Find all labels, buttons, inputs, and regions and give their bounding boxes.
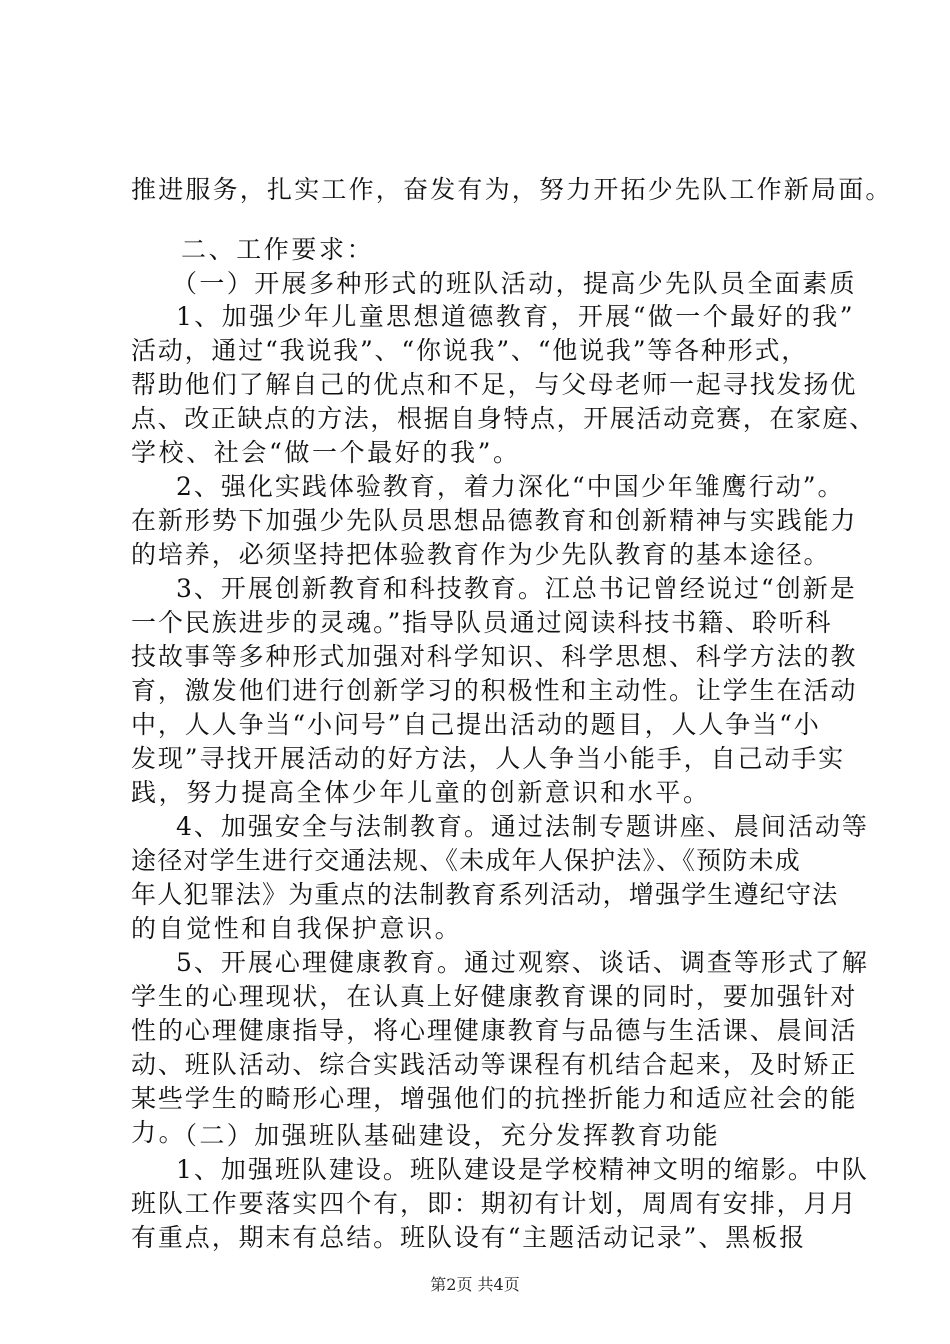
body-line: 的自觉性和自我保护意识。 — [131, 914, 463, 943]
subsection-heading: （二）加强班队基础建设，充分发挥教育功能 — [172, 1121, 721, 1150]
body-line: 有重点，期末有总结。班队设有“主题活动记录”、黑板报 — [131, 1223, 806, 1252]
body-line: 途径对学生进行交通法规、《未成年人保护法》、《预防未成 — [131, 846, 801, 875]
body-line: 在新形势下加强少先队员思想品德教育和创新精神与实践能力 — [131, 506, 858, 535]
body-line: 帮助他们了解自己的优点和不足，与父母老师一起寻找发扬优 — [131, 370, 858, 399]
body-line: 发现”寻找开展活动的好方法，人人争当小能手，自己动手实 — [131, 744, 846, 773]
body-line: 一个民族进步的灵魂。”指导队员通过阅读科技书籍、聆听科 — [131, 608, 833, 637]
body-line: 4、加强安全与法制教育。通过法制专题讲座、晨间活动等 — [176, 812, 869, 841]
body-line: 1、加强少年儿童思想道德教育，开展“做一个最好的我” — [176, 302, 855, 331]
body-line: 点、改正缺点的方法，根据自身特点，开展活动竞赛，在家庭、 — [131, 404, 876, 433]
body-line: 班队工作要落实四个有，即：期初有计划，周周有安排，月月 — [131, 1189, 858, 1218]
section-heading: 二、工作要求： — [181, 235, 375, 264]
body-line: 践，努力提高全体少年儿童的创新意识和水平。 — [131, 778, 711, 807]
body-line: 5、开展心理健康教育。通过观察、谈话、调查等形式了解 — [176, 948, 869, 977]
body-line: 的培养，必须坚持把体验教育作为少先队教育的基本途径。 — [131, 540, 831, 569]
body-line: 3、开展创新教育和科技教育。江总书记曾经说过“创新是 — [176, 574, 857, 603]
body-line: 育，激发他们进行创新学习的积极性和主动性。让学生在活动 — [131, 676, 858, 705]
body-line: 某些学生的畸形心理，增强他们的抗挫折能力和适应社会的能 — [131, 1084, 858, 1113]
body-line: 活动，通过“我说我”、“你说我”、“他说我”等各种形式， — [131, 336, 809, 365]
body-line: 推进服务，扎实工作，奋发有为，努力开拓少先队工作新局面。 — [131, 175, 893, 204]
body-line: 学生的心理现状，在认真上好健康教育课的同时，要加强针对 — [131, 982, 858, 1011]
body-line: 年人犯罪法》为重点的法制教育系列活动，增强学生遵纪守法 — [131, 880, 839, 909]
page-number-footer: 第2页 共4页 — [430, 1275, 520, 1294]
body-line: 1、加强班队建设。班队建设是学校精神文明的缩影。中队 — [176, 1155, 869, 1184]
body-line: 技故事等多种形式加强对科学知识、科学思想、科学方法的教 — [131, 642, 858, 671]
body-line: 力。 — [131, 1118, 187, 1147]
body-line: 学校、社会“做一个最好的我”。 — [131, 438, 521, 467]
body-line: 中，人人争当“小问号”自己提出活动的题目，人人争当“小 — [131, 710, 821, 739]
subsection-heading: （一）开展多种形式的班队活动，提高少先队员全面素质 — [172, 269, 858, 298]
body-line: 动、班队活动、综合实践活动等课程有机结合起来，及时矫正 — [131, 1050, 858, 1079]
body-line: 性的心理健康指导，将心理健康教育与品德与生活课、晨间活 — [131, 1016, 858, 1045]
body-line: 2、强化实践体验教育，着力深化“中国少年雏鹰行动”。 — [176, 472, 845, 501]
